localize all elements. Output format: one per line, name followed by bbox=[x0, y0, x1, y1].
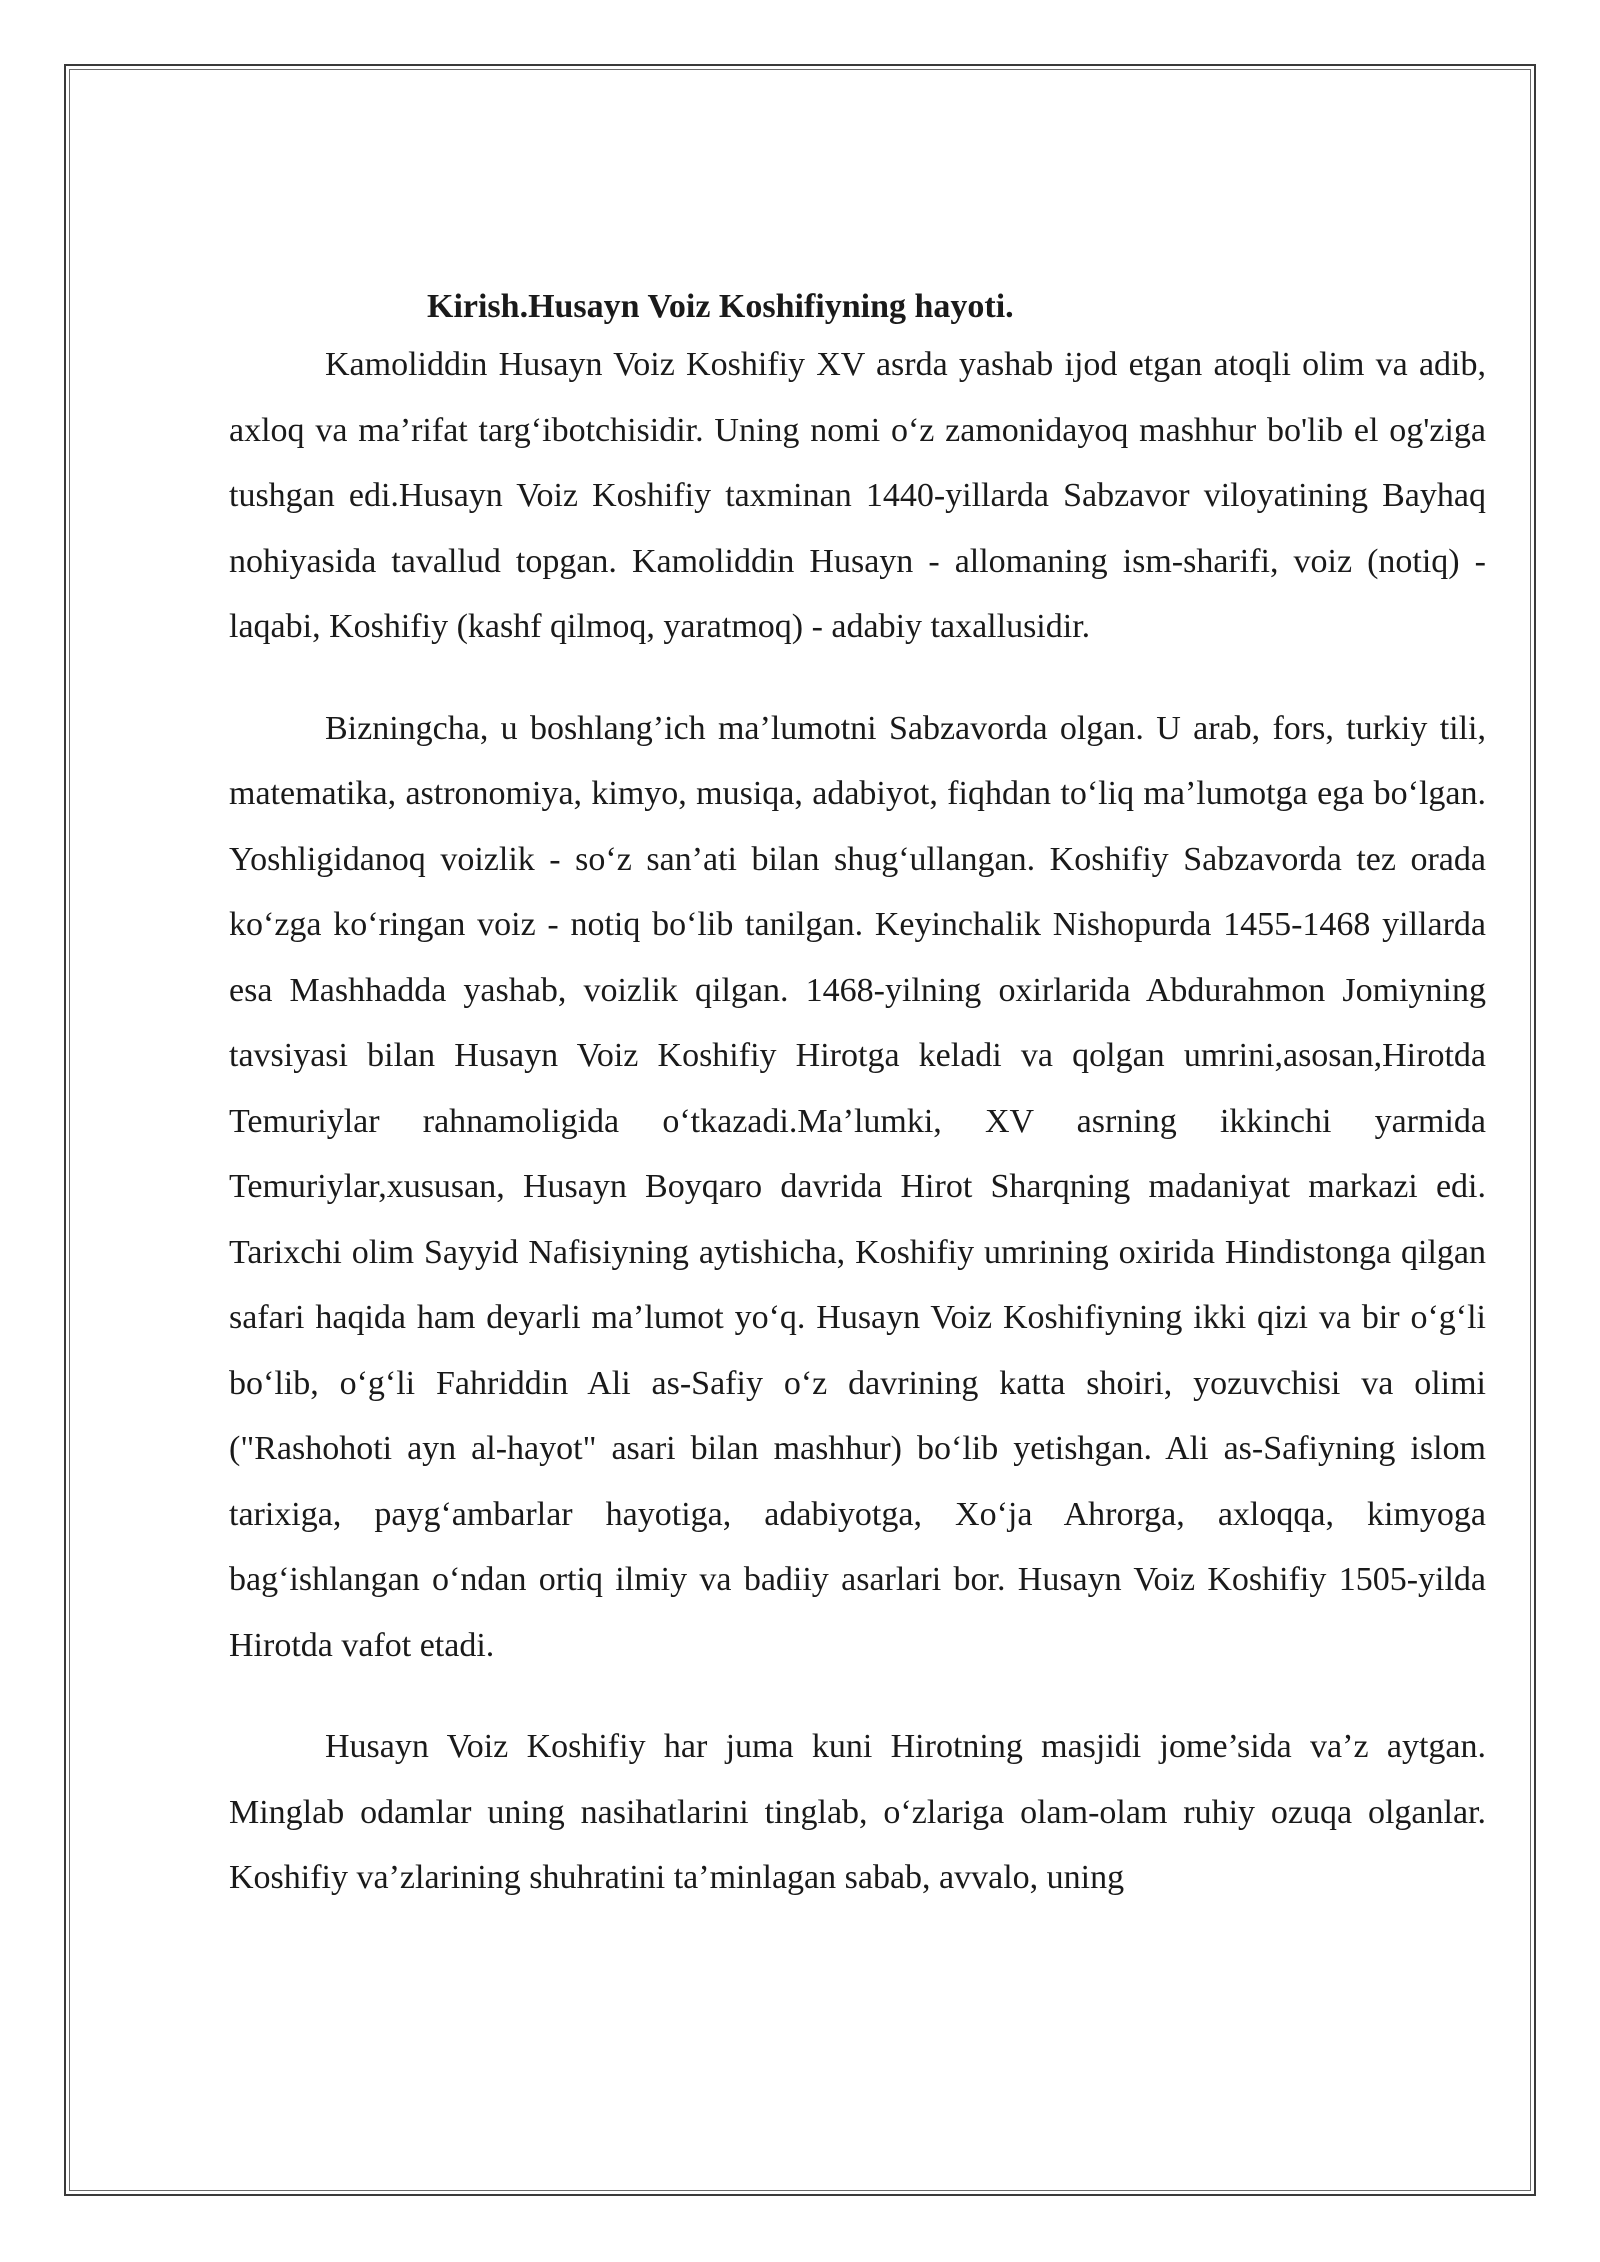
paragraph-sermons: Husayn Voiz Koshifiy har juma kuni Hirotning masjidi jome’sida va’z aytgan. Minglab odamlar uning nasihatlarini tinglab, o‘zlariga olam-olam ruhiy ozuqa olganlar. Koshifiy va’zlarining shuhratini ta’minlagan sabab, avvalo, uning bbox=[229, 1728, 1486, 1896]
document-body bbox=[229, 282, 1486, 1911]
document-title: Kirish.Husayn Voiz Koshifiyning hayoti. bbox=[427, 288, 1014, 325]
paragraph-intro: Kamoliddin Husayn Voiz Koshifiy XV asrda yashab ijod etgan atoqli olim va adib, axloq va ma’rifat targ‘ibotchisidir. Uning nomi o‘z zamonidayoq mashhur bo'lib el og'ziga tushgan edi.Husayn Voiz Koshifiy taxminan 1440-yillarda Sabzavor viloyatining Bayhaq nohiyasida tavallud topgan. Kamoliddin Husayn - allomaning ism-sharifi, voiz (notiq) - laqabi, Koshifiy (kashf qilmoq, yaratmoq) - adabiy taxallusidir. bbox=[229, 346, 1486, 645]
paragraph-education: Bizningcha, u boshlang’ich ma’lumotni Sabzavorda olgan. U arab, fors, turkiy tili, matematika, astronomiya, kimyo, musiqa, adabiyot, fiqhdan to‘liq ma’lumotga ega bo‘lgan. Yoshligidanoq voizlik - so‘z san’ati bilan shug‘ullangan. Koshifiy Sabzavorda tez orada ko‘zga ko‘ringan voiz - notiq bo‘lib tanilgan. Keyinchalik Nishopurda 1455-1468 yillarda esa Mashhadda yashab, voizlik qilgan. 1468-yilning oxirlarida Abdurahmon Jomiyning tavsiyasi bilan Husayn Voiz Koshifiy Hirotga keladi va qolgan umrini,asosan,Hirotda Temuriylar rahnamoligida o‘tkazadi.Ma’lumki, XV asrning ikkinchi yarmida Temuriylar,xususan, Husayn Boyqaro davrida Hirot Sharqning madaniyat markazi edi. Tarixchi olim Sayyid Nafisiyning aytishicha, Koshifiy umrining oxirida Hindistonga qilgan safari haqida ham deyarli ma’lumot yo‘q. Husayn Voiz Koshifiyning ikki qizi va bir o‘g‘li bo‘lib, o‘g‘li Fahriddin Ali as-Safiy o‘z davrining katta shoiri, yozuvchisi va olimi ("Rashohoti ayn al-hayot" asari bilan mashhur) bo‘lib yetishgan. Ali as-Safiyning islom tarixiga, payg‘ambarlar hayotiga, adabiyotga, Xo‘ja Ahrorga, axloqqa, kimyoga bag‘ishlangan o‘ndan ortiq ilmiy va badiiy asarlari bor. Husayn Voiz Koshifiy 1505-yilda Hirotda vafot etadi. bbox=[229, 709, 1486, 1664]
